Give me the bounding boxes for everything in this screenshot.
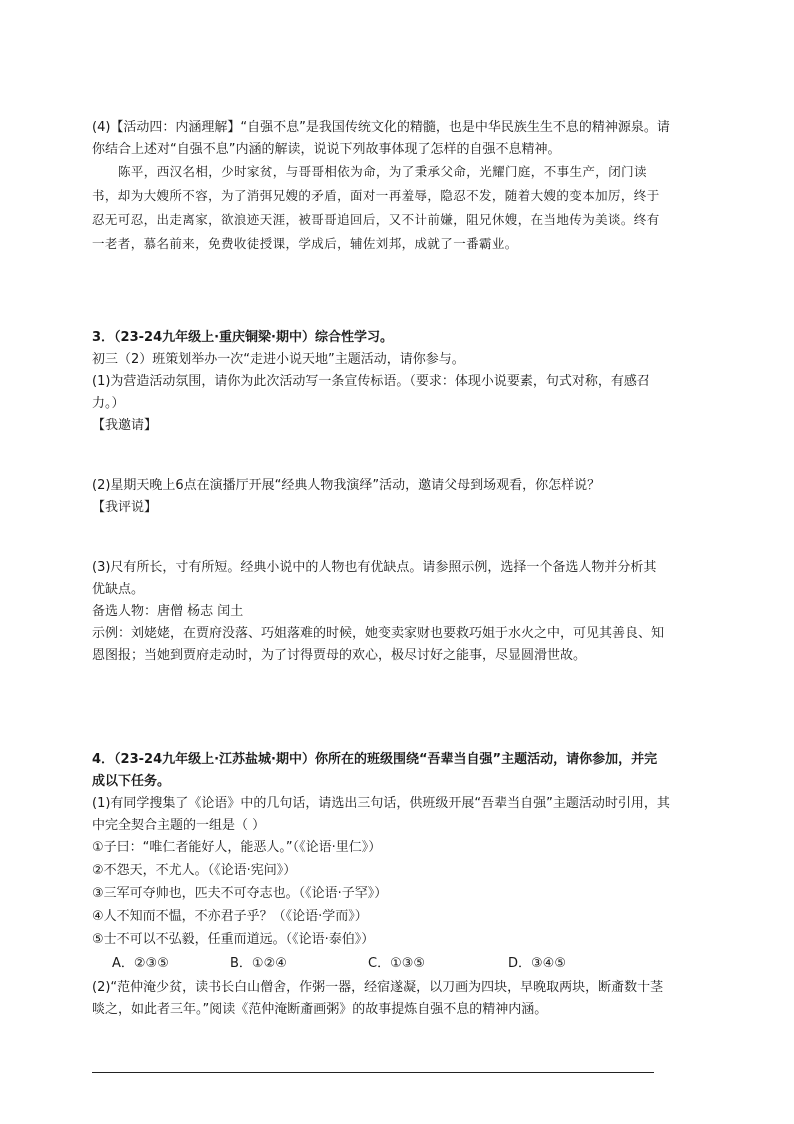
option-c[interactable]: C．①③⑤ (368, 956, 426, 971)
q3-intro: 初三（2）班策划举办一次“走进小说天地”主题活动，请你参与。 (92, 352, 465, 367)
q2-4-prompt-line2: 你结合上述对“自强不息”内涵的解读，说说下列故事体现了怎样的自强不息精神。 (92, 142, 561, 157)
q3-part1-line2: 力。） (92, 396, 125, 411)
q4-heading-line2: 成以下任务。 (92, 774, 171, 789)
q3-part3-line1: (3)尺有所长，寸有所短。经典小说中的人物也有优缺点。请参照示例，选择一个备选人物并分析其 (92, 560, 657, 575)
invite-label: 【我邀请】 (92, 418, 158, 433)
quote-item: ④人不知而不愠，不亦君子乎？（《论语·学而》） (92, 909, 368, 924)
q2-4-prompt-line1: (4)【活动四：内涵理解】“自强不息”是我国传统文化的精髓，也是中华民族生生不息的精神源泉。请 (92, 120, 670, 135)
q4-part1-line2: 中完全契合主题的一组是（ ） (92, 818, 266, 833)
q4-heading-line1: 4．（23-24九年级上·江苏盐城·期中）你所在的班级围绕“吾辈当自强”主题活动，请你参加，并完 (92, 752, 658, 767)
quote-item: ①子曰：“唯仁者能好人，能恶人。”（《论语·里仁》） (92, 840, 382, 855)
example-line2: 恩图报；当她到贾府走动时，为了讨得贾母的欢心，极尽讨好之能事，尽显圆滑世故。 (92, 648, 587, 663)
quote-item: ③三军可夺帅也，匹夫不可夺志也。（《论语·子罕》） (92, 886, 388, 901)
q3-part2: (2)星期天晚上6点在演播厅开展“经典人物我演绎”活动，邀请父母到场观看，你怎样说？ (92, 478, 601, 493)
quote-item: ⑤士不可以不弘毅，任重而道远。（《论语·泰伯》） (92, 932, 375, 947)
example-line1: 示例：刘姥姥，在贾府没落、巧姐落难的时候，她变卖家财也要救巧姐于水火之中，可见其善良、知 (92, 626, 665, 641)
q4-part2-line2: 啖之，如此者三年。”阅读《范仲淹断齑画粥》的故事提炼自强不息的精神内涵。 (92, 1002, 548, 1017)
q4-part2-line1: (2)“范仲淹少贫，读书长白山僧舍，作粥一器，经宿遂凝，以刀画为四块，早晚取两块，断齑数十茎 (92, 980, 664, 995)
quote-item: ②不怨天，不尤人。（《论语·宪问》） (92, 863, 297, 878)
story-line: 忍无可忍，出走离家，欲浪迹天涯，被哥哥追回后，又不计前嫌，阻兄休嫂，在当地传为美谈。终有 (92, 212, 660, 227)
q3-part1-line1: (1)为营造活动氛围，请你为此次活动写一条宣传标语。（要求：体现小说要素，句式对称，有感召 (92, 374, 650, 389)
comment-label: 【我评说】 (92, 500, 158, 515)
story-line: 书，却为大嫂所不容，为了消弭兄嫂的矛盾，面对一再羞辱，隐忍不发，随着大嫂的变本加厉，终于 (92, 188, 660, 203)
candidates: 备选人物：唐僧 杨志 闰土 (92, 604, 244, 619)
q4-part1-line1: (1)有同学搜集了《论语》中的几句话，请选出三句话，供班级开展“吾辈当自强”主题活动时引用，其 (92, 796, 670, 811)
q3-part3-line2: 优缺点。 (92, 582, 145, 597)
story-line: 陈平，西汉名相，少时家贫，与哥哥相依为命，为了秉承父命，光耀门庭，不事生产，闭门读 (118, 164, 647, 179)
option-b[interactable]: B．①②④ (230, 956, 287, 971)
q3-heading: 3．（23-24九年级上·重庆铜梁·期中）综合性学习。 (92, 330, 393, 345)
footer-divider (92, 1072, 654, 1073)
option-d[interactable]: D．③④⑤ (508, 956, 566, 971)
option-a[interactable]: A．②③⑤ (112, 956, 169, 971)
story-line: 一老者，慕名前来，免费收徒授课，学成后，辅佐刘邦，成就了一番霸业。 (92, 236, 518, 251)
